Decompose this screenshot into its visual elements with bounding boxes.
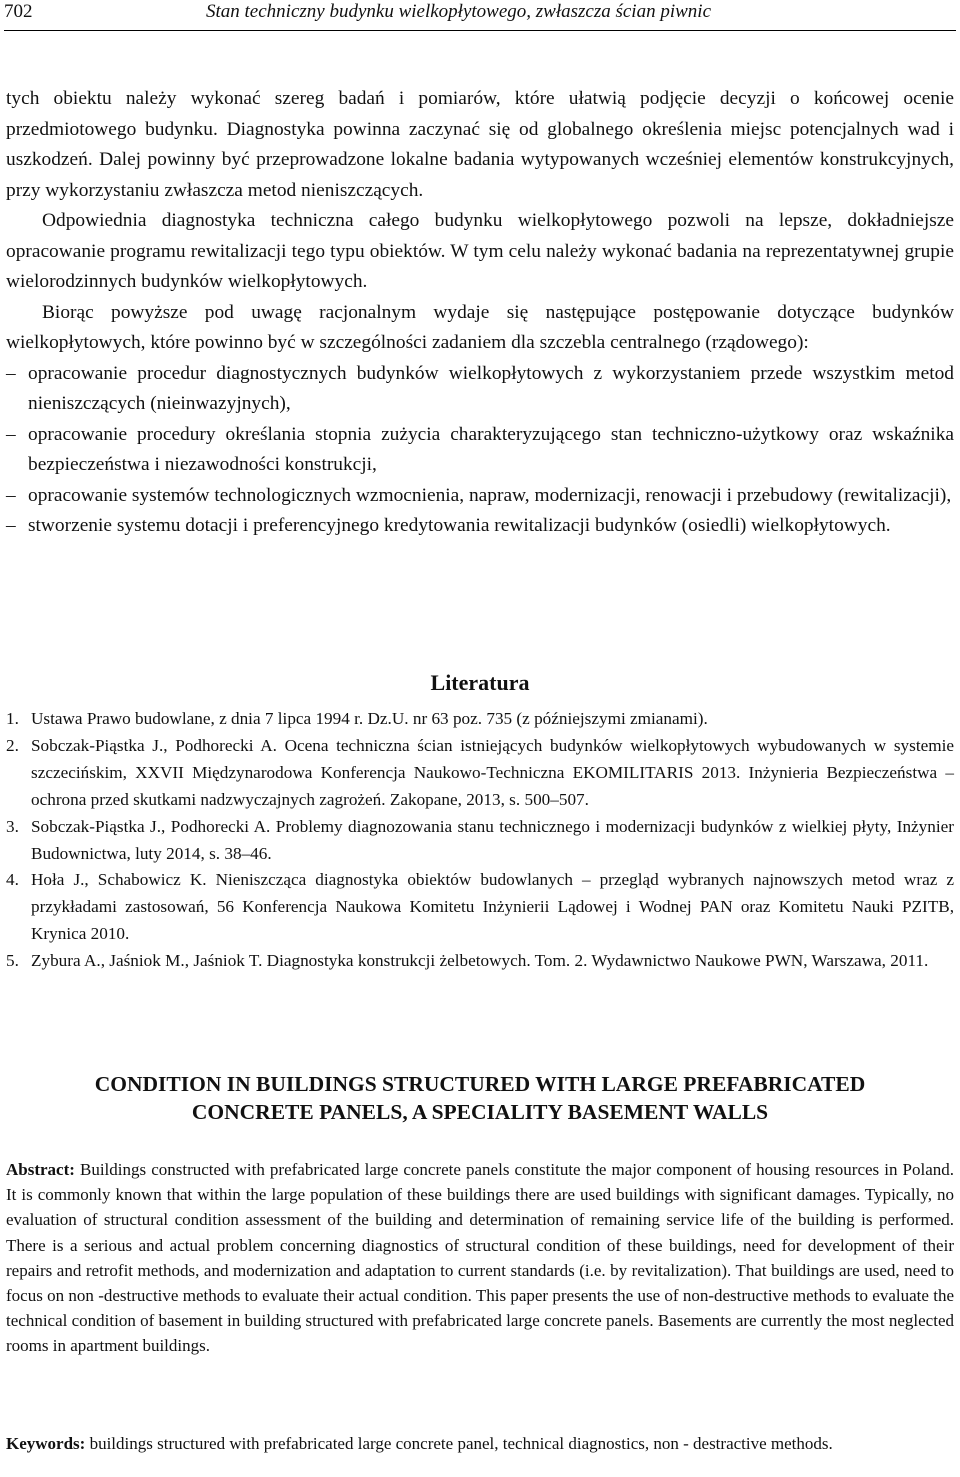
abstract-text: Buildings constructed with prefabricated large concrete panels constitute the major component of housing resources in Poland. It is commonly known that within the large population of these buildings there are used buildings with significant damages. Typically, no evaluation of structural condition assessment of the building and determination of remaining service life of the building is performed. There is a serious and actual problem concerning diagnostics of structural condition of these buildings, need for development of their repairs and retrofit methods, and modernization and adaptation to current standards (i.e. by revitalization). That buildings are used, need to focus on non -destructive methods to evaluate their actual condition. This paper presents the use of non-destructive methods to evaluate the technical condition of basement in building structured with prefabricated large concrete panels. Basements are currently the most neglected rooms in apartment buildings. <box>6 1160 954 1356</box>
reference-item <box>6 733 954 814</box>
abstract <box>6 1157 954 1359</box>
paragraph: tych obiektu należy wykonać szereg badań i pomiarów, które ułatwią podjęcie decyzji o końcowej ocenie przedmiotowego budynku. Diagnostyka powinna zaczynać się od globalnego określenia miejsc potencjalnych wad i uszkodzeń. Dalej powinny być przeprowadzone lokalne badania wytypowanych wcześniej elementów konstrukcyjnych, przy wykorzystaniu zwłaszcza metod nieniszczących. <box>6 88 954 201</box>
dash-bullet: – <box>6 423 16 445</box>
keywords-label: Keywords: <box>6 1434 86 1453</box>
body-text <box>6 84 954 542</box>
reference-text: Sobczak-Piąstka J., Podhorecki A. Ocena techniczna ścian istniejących budynków wielkopłytowych wybudowanych w systemie szczecińskim, XXVII Międzynarodowa Konferencja Naukowo-Techniczna EKOMILITARIS 2013. Inżynieria Bezpieczeństwa – ochrona przed skutkami nadzwyczajnych zagrożeń. Zakopane, 2013, s. 500–507. <box>31 735 954 809</box>
paragraph: Odpowiednia diagnostyka techniczna całego budynku wielkopłytowego pozwoli na lepsze, dokładniejsze opracowanie programu rewitalizacji tego typu obiektów. W tym celu należy wykonać badania na reprezentatywnej grupie wielorodzinnych budynków wielkopłytowych. <box>6 210 954 292</box>
running-header <box>4 0 956 31</box>
dash-bullet: – <box>6 484 16 506</box>
list-item-text: opracowanie procedury określania stopnia zużycia charakteryzującego stan techniczno-użytkowy oraz wskaźnika bezpieczeństwa i niezawodności konstrukcji, <box>28 423 954 475</box>
reference-number: 4. <box>6 870 19 890</box>
reference-text: Sobczak-Piąstka J., Podhorecki A. Problemy diagnozowania stanu technicznego i modernizacji budynków z wielkiej płyty, Inżynier Budownictwa, luty 2014, s. 38–46. <box>31 816 954 863</box>
reference-item <box>6 948 954 975</box>
english-title <box>0 1070 960 1126</box>
reference-number: 3. <box>6 816 19 836</box>
page-number: 702 <box>4 1 33 22</box>
list-item <box>6 359 954 420</box>
dash-bullet: – <box>6 515 16 536</box>
reference-item <box>6 867 954 948</box>
keywords-text: buildings structured with prefabricated large concrete panel, technical diagnostics, non - destractive methods. <box>89 1434 833 1453</box>
english-title-line: CONDITION IN BUILDINGS STRUCTURED WITH LARGE PREFABRICATED <box>94 1072 866 1096</box>
english-title-line: CONCRETE PANELS, A SPECIALITY BASEMENT WALLS <box>191 1100 769 1124</box>
list-item <box>6 511 954 542</box>
reference-item <box>6 814 954 868</box>
reference-text: Ustawa Prawo budowlane, z dnia 7 lipca 1994 r. Dz.U. nr 63 poz. 735 (z późniejszymi zmianami). <box>31 709 708 728</box>
list-item-text: stworzenie systemu dotacji i preferencyjnego kredytowania rewitalizacji budynków (osiedli) wielkopłytowych. <box>28 515 891 536</box>
dash-list <box>6 359 954 542</box>
list-item-text: opracowanie procedur diagnostycznych budynków wielkopłytowych z wykorzystaniem przede wszystkim metod nieniszczących (nieinwazyjnych), <box>28 362 954 414</box>
reference-item <box>6 706 954 733</box>
running-title: Stan techniczny budynku wielkopłytowego, zwłaszcza ścian piwnic <box>206 1 712 22</box>
reference-text: Zybura A., Jaśniok M., Jaśniok T. Diagnostyka konstrukcji żelbetowych. Tom. 2. Wydawnictwo Naukowe PWN, Warszawa, 2011. <box>31 951 929 971</box>
reference-number: 5. <box>6 951 19 971</box>
reference-list <box>6 706 954 975</box>
reference-number: 1. <box>6 709 19 728</box>
reference-text: Hoła J., Schabowicz K. Nieniszcząca diagnostyka obiektów budowlanych – przegląd wybranych najnowszych metod wraz z przykładami zastosowań, 56 Konferencja Naukowa Komitetu Inżynierii Lądowej i Wodnej PAN oraz Komitetu Nauki PZITB, Krynica 2010. <box>31 870 954 944</box>
list-item <box>6 481 954 512</box>
literature-heading: Literatura <box>430 670 530 695</box>
dash-bullet: – <box>6 362 16 384</box>
list-item <box>6 420 954 481</box>
abstract-label: Abstract: <box>6 1160 75 1179</box>
keywords <box>6 1432 954 1456</box>
reference-number: 2. <box>6 735 19 755</box>
paragraph: Biorąc powyższe pod uwagę racjonalnym wydaje się następujące postępowanie dotyczące budynków wielkopłytowych, które powinno być w szczególności zadaniem dla szczebla centralnego (rządowego): <box>6 301 954 353</box>
list-item-text: opracowanie systemów technologicznych wzmocnienia, napraw, modernizacji, renowacji i przebudowy (rewitalizacji), <box>28 484 952 506</box>
